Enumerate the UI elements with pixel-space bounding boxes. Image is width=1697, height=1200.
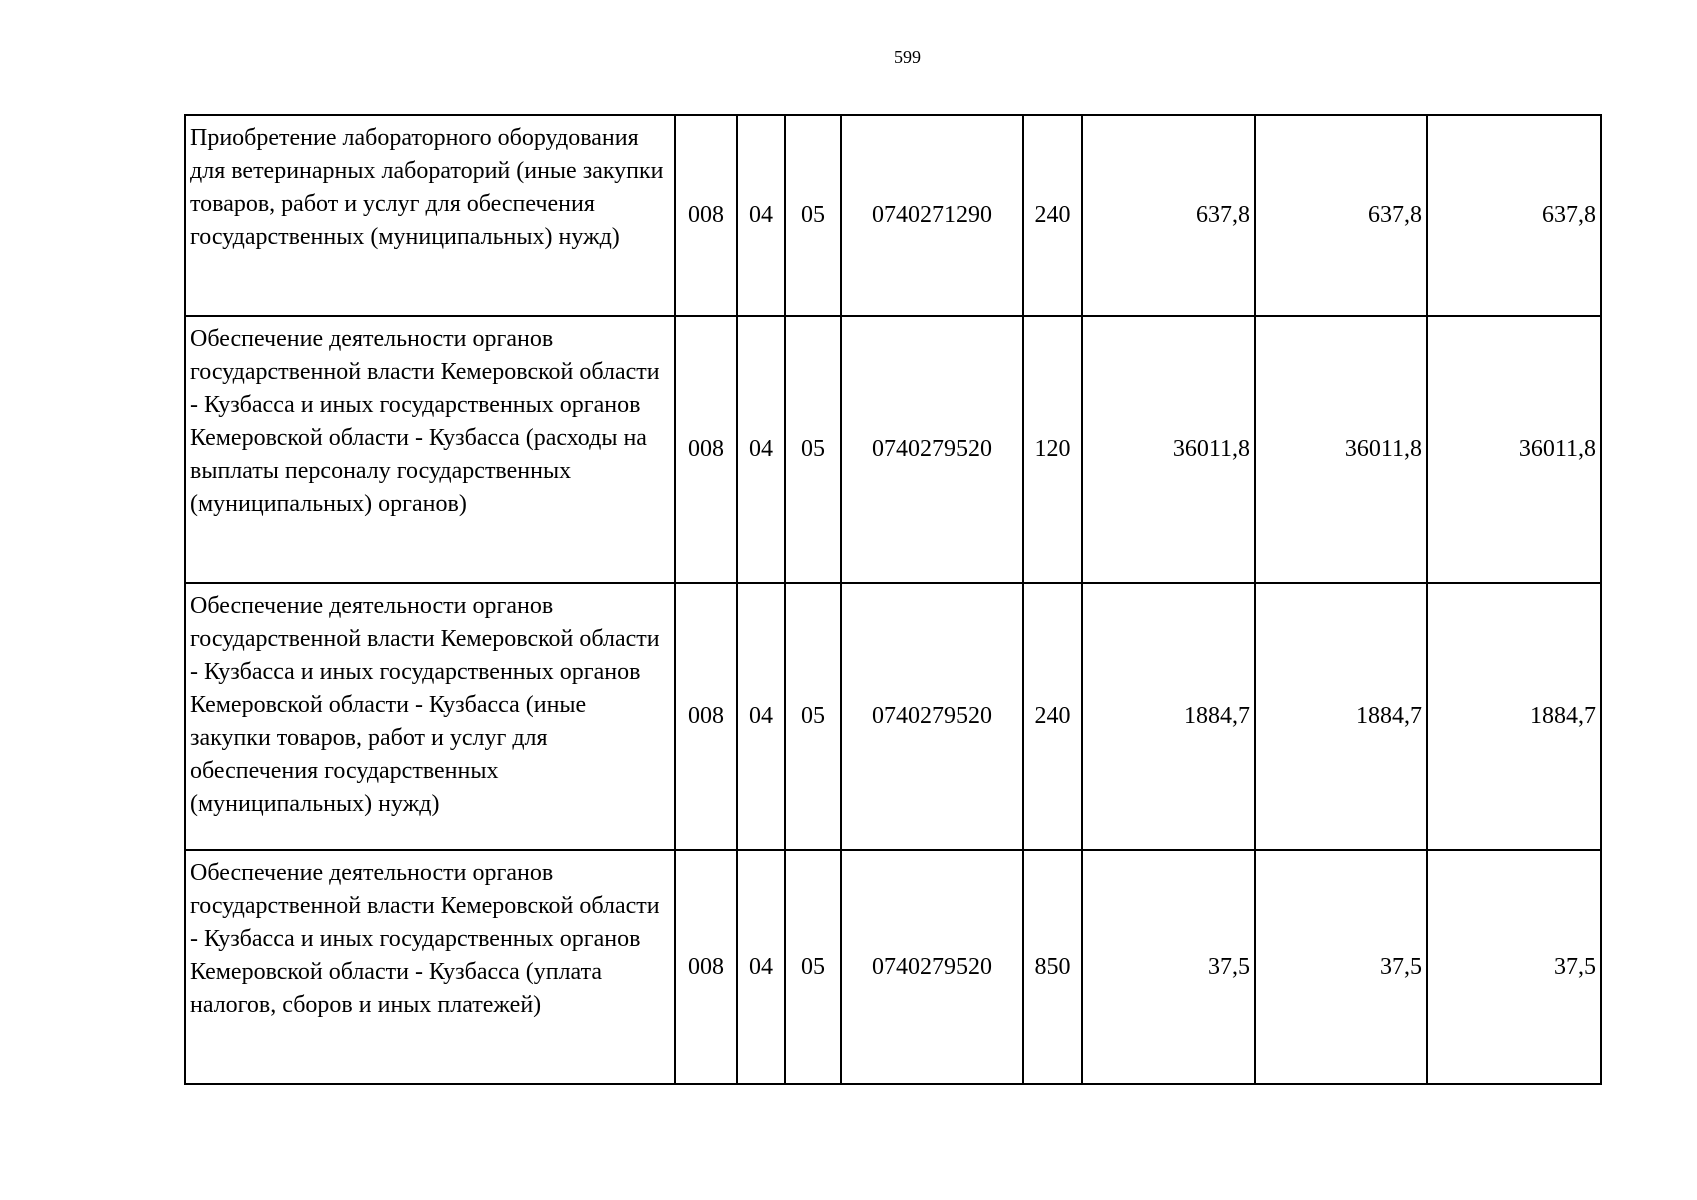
ministry-code: 008	[675, 316, 737, 583]
subsection-code: 05	[785, 583, 841, 850]
amount-2: 37,5	[1255, 850, 1427, 1084]
amount-3: 36011,8	[1427, 316, 1601, 583]
expense-type-code: 240	[1023, 583, 1082, 850]
section-code: 04	[737, 115, 785, 316]
amount-3: 637,8	[1427, 115, 1601, 316]
row-description: Обеспечение деятельности органов государственной власти Кемеровской области - Кузбасса и иных государственных органов Кемеровской области - Кузбасса (расходы на выплаты персоналу государственных (муниципальных) органов)	[185, 316, 675, 583]
target-article-code: 0740271290	[841, 115, 1023, 316]
amount-2: 1884,7	[1255, 583, 1427, 850]
amount-1: 1884,7	[1082, 583, 1255, 850]
amount-3: 37,5	[1427, 850, 1601, 1084]
amount-2: 36011,8	[1255, 316, 1427, 583]
table-row	[185, 115, 1601, 316]
subsection-code: 05	[785, 316, 841, 583]
expense-type-code: 240	[1023, 115, 1082, 316]
amount-1: 37,5	[1082, 850, 1255, 1084]
amount-1: 36011,8	[1082, 316, 1255, 583]
row-description: Обеспечение деятельности органов государственной власти Кемеровской области - Кузбасса и иных государственных органов Кемеровской области - Кузбасса (иные закупки товаров, работ и услуг для обеспечения государственных (муниципальных) нужд)	[185, 583, 675, 850]
row-description: Обеспечение деятельности органов государственной власти Кемеровской области - Кузбасса и иных государственных органов Кемеровской области - Кузбасса (уплата налогов, сборов и иных платежей)	[185, 850, 675, 1084]
table-row	[185, 850, 1601, 1084]
ministry-code: 008	[675, 115, 737, 316]
subsection-code: 05	[785, 115, 841, 316]
target-article-code: 0740279520	[841, 316, 1023, 583]
table-row	[185, 583, 1601, 850]
target-article-code: 0740279520	[841, 583, 1023, 850]
subsection-code: 05	[785, 850, 841, 1084]
expense-type-code: 120	[1023, 316, 1082, 583]
section-code: 04	[737, 316, 785, 583]
amount-1: 637,8	[1082, 115, 1255, 316]
page-number: 599	[894, 47, 921, 67]
target-article-code: 0740279520	[841, 850, 1023, 1084]
section-code: 04	[737, 583, 785, 850]
ministry-code: 008	[675, 850, 737, 1084]
amount-2: 637,8	[1255, 115, 1427, 316]
section-code: 04	[737, 850, 785, 1084]
ministry-code: 008	[675, 583, 737, 850]
amount-3: 1884,7	[1427, 583, 1601, 850]
budget-table	[184, 114, 1602, 1085]
table-row	[185, 316, 1601, 583]
row-description: Приобретение лабораторного оборудования для ветеринарных лабораторий (иные закупки товаров, работ и услуг для обеспечения государственных (муниципальных) нужд)	[185, 115, 675, 316]
expense-type-code: 850	[1023, 850, 1082, 1084]
